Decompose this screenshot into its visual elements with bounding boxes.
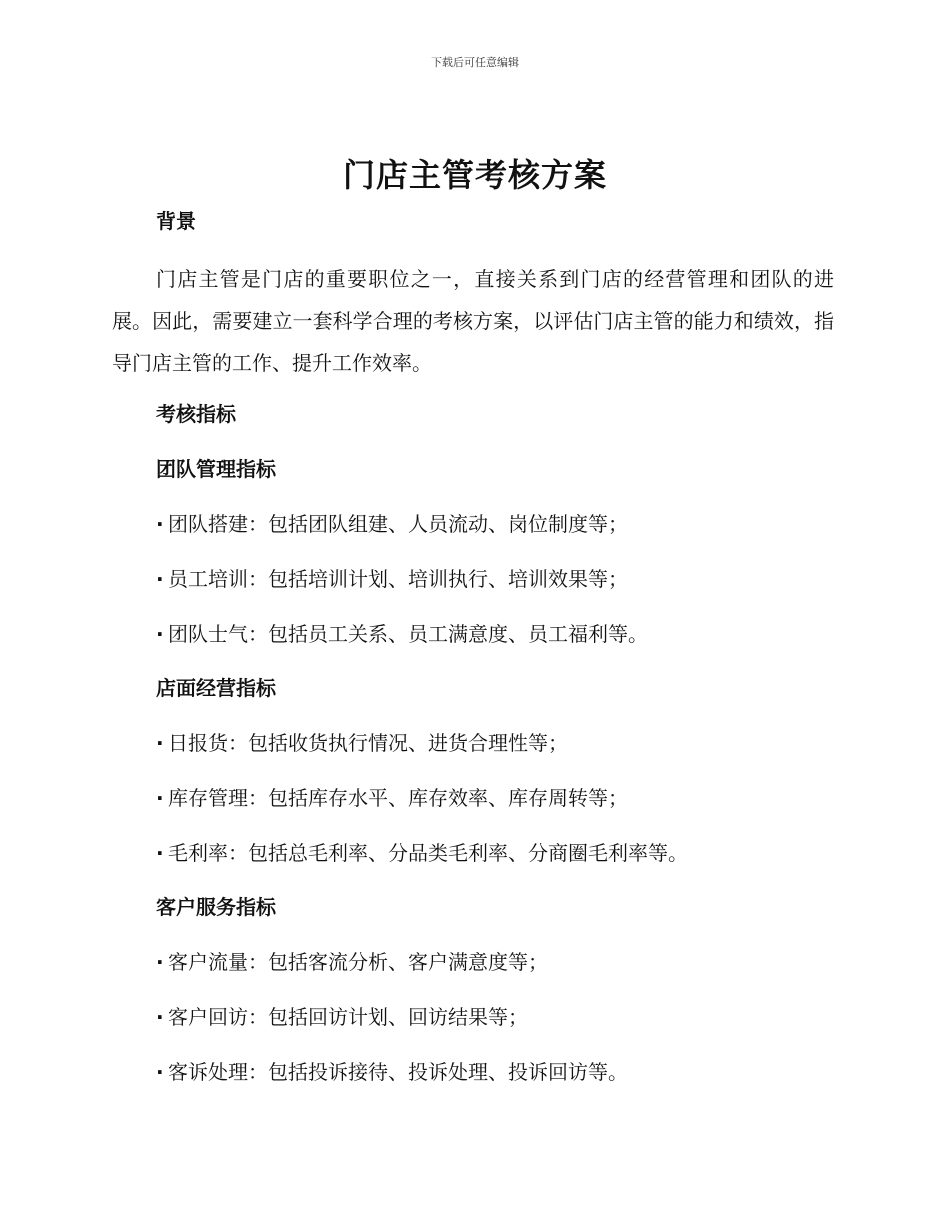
- subsection-heading-team: 团队管理指标: [156, 457, 276, 481]
- bullet-dot: ·: [156, 786, 164, 810]
- subsection-heading-service: 客户服务指标: [156, 895, 276, 919]
- list-item-text: 客户流量：包括客流分析、客户满意度等；: [168, 950, 548, 974]
- list-item-text: 客诉处理：包括投诉接待、投诉处理、投诉回访等。: [168, 1060, 628, 1084]
- bullet-dot: ·: [156, 950, 164, 974]
- list-item-text: 团队搭建：包括团队组建、人员流动、岗位制度等；: [168, 512, 628, 536]
- bullet-dot: ·: [156, 512, 164, 536]
- bullet-dot: ·: [156, 1060, 164, 1084]
- subsection-heading-store: 店面经营指标: [156, 676, 276, 700]
- list-item: [156, 1062, 628, 1082]
- list-item: [156, 514, 628, 534]
- list-item: [156, 624, 648, 644]
- list-item-text: 库存管理：包括库存水平、库存效率、库存周转等；: [168, 786, 628, 810]
- list-item-text: 毛利率：包括总毛利率、分品类毛利率、分商圈毛利率等。: [168, 841, 688, 865]
- list-item-text: 日报货：包括收货执行情况、进货合理性等；: [168, 731, 568, 755]
- section-heading-background: 背景: [156, 209, 196, 233]
- list-item: [156, 569, 628, 589]
- list-item: [156, 733, 568, 753]
- background-paragraph: 门店主管是门店的重要职位之一，直接关系到门店的经营管理和团队的进展。因此，需要建立一套科学合理的考核方案，以评估门店主管的能力和绩效，指导门店主管的工作、提升工作效率。: [112, 267, 834, 375]
- bullet-dot: ·: [156, 622, 164, 646]
- list-item-text: 员工培训：包括培训计划、培训执行、培训效果等；: [168, 567, 628, 591]
- list-item-text: 团队士气：包括员工关系、员工满意度、员工福利等。: [168, 622, 648, 646]
- list-item: [156, 843, 688, 863]
- bullet-dot: ·: [156, 567, 164, 591]
- list-item: [156, 1007, 528, 1027]
- list-item-text: 客户回访：包括回访计划、回访结果等；: [168, 1005, 528, 1029]
- bullet-dot: ·: [156, 731, 164, 755]
- bullet-dot: ·: [156, 1005, 164, 1029]
- list-item: [156, 952, 548, 972]
- header-note: 下载后可任意编辑: [431, 56, 519, 69]
- section-heading-indicators: 考核指标: [156, 402, 236, 426]
- page-title: 门店主管考核方案: [342, 156, 607, 194]
- list-item: [156, 788, 628, 808]
- bullet-dot: ·: [156, 841, 164, 865]
